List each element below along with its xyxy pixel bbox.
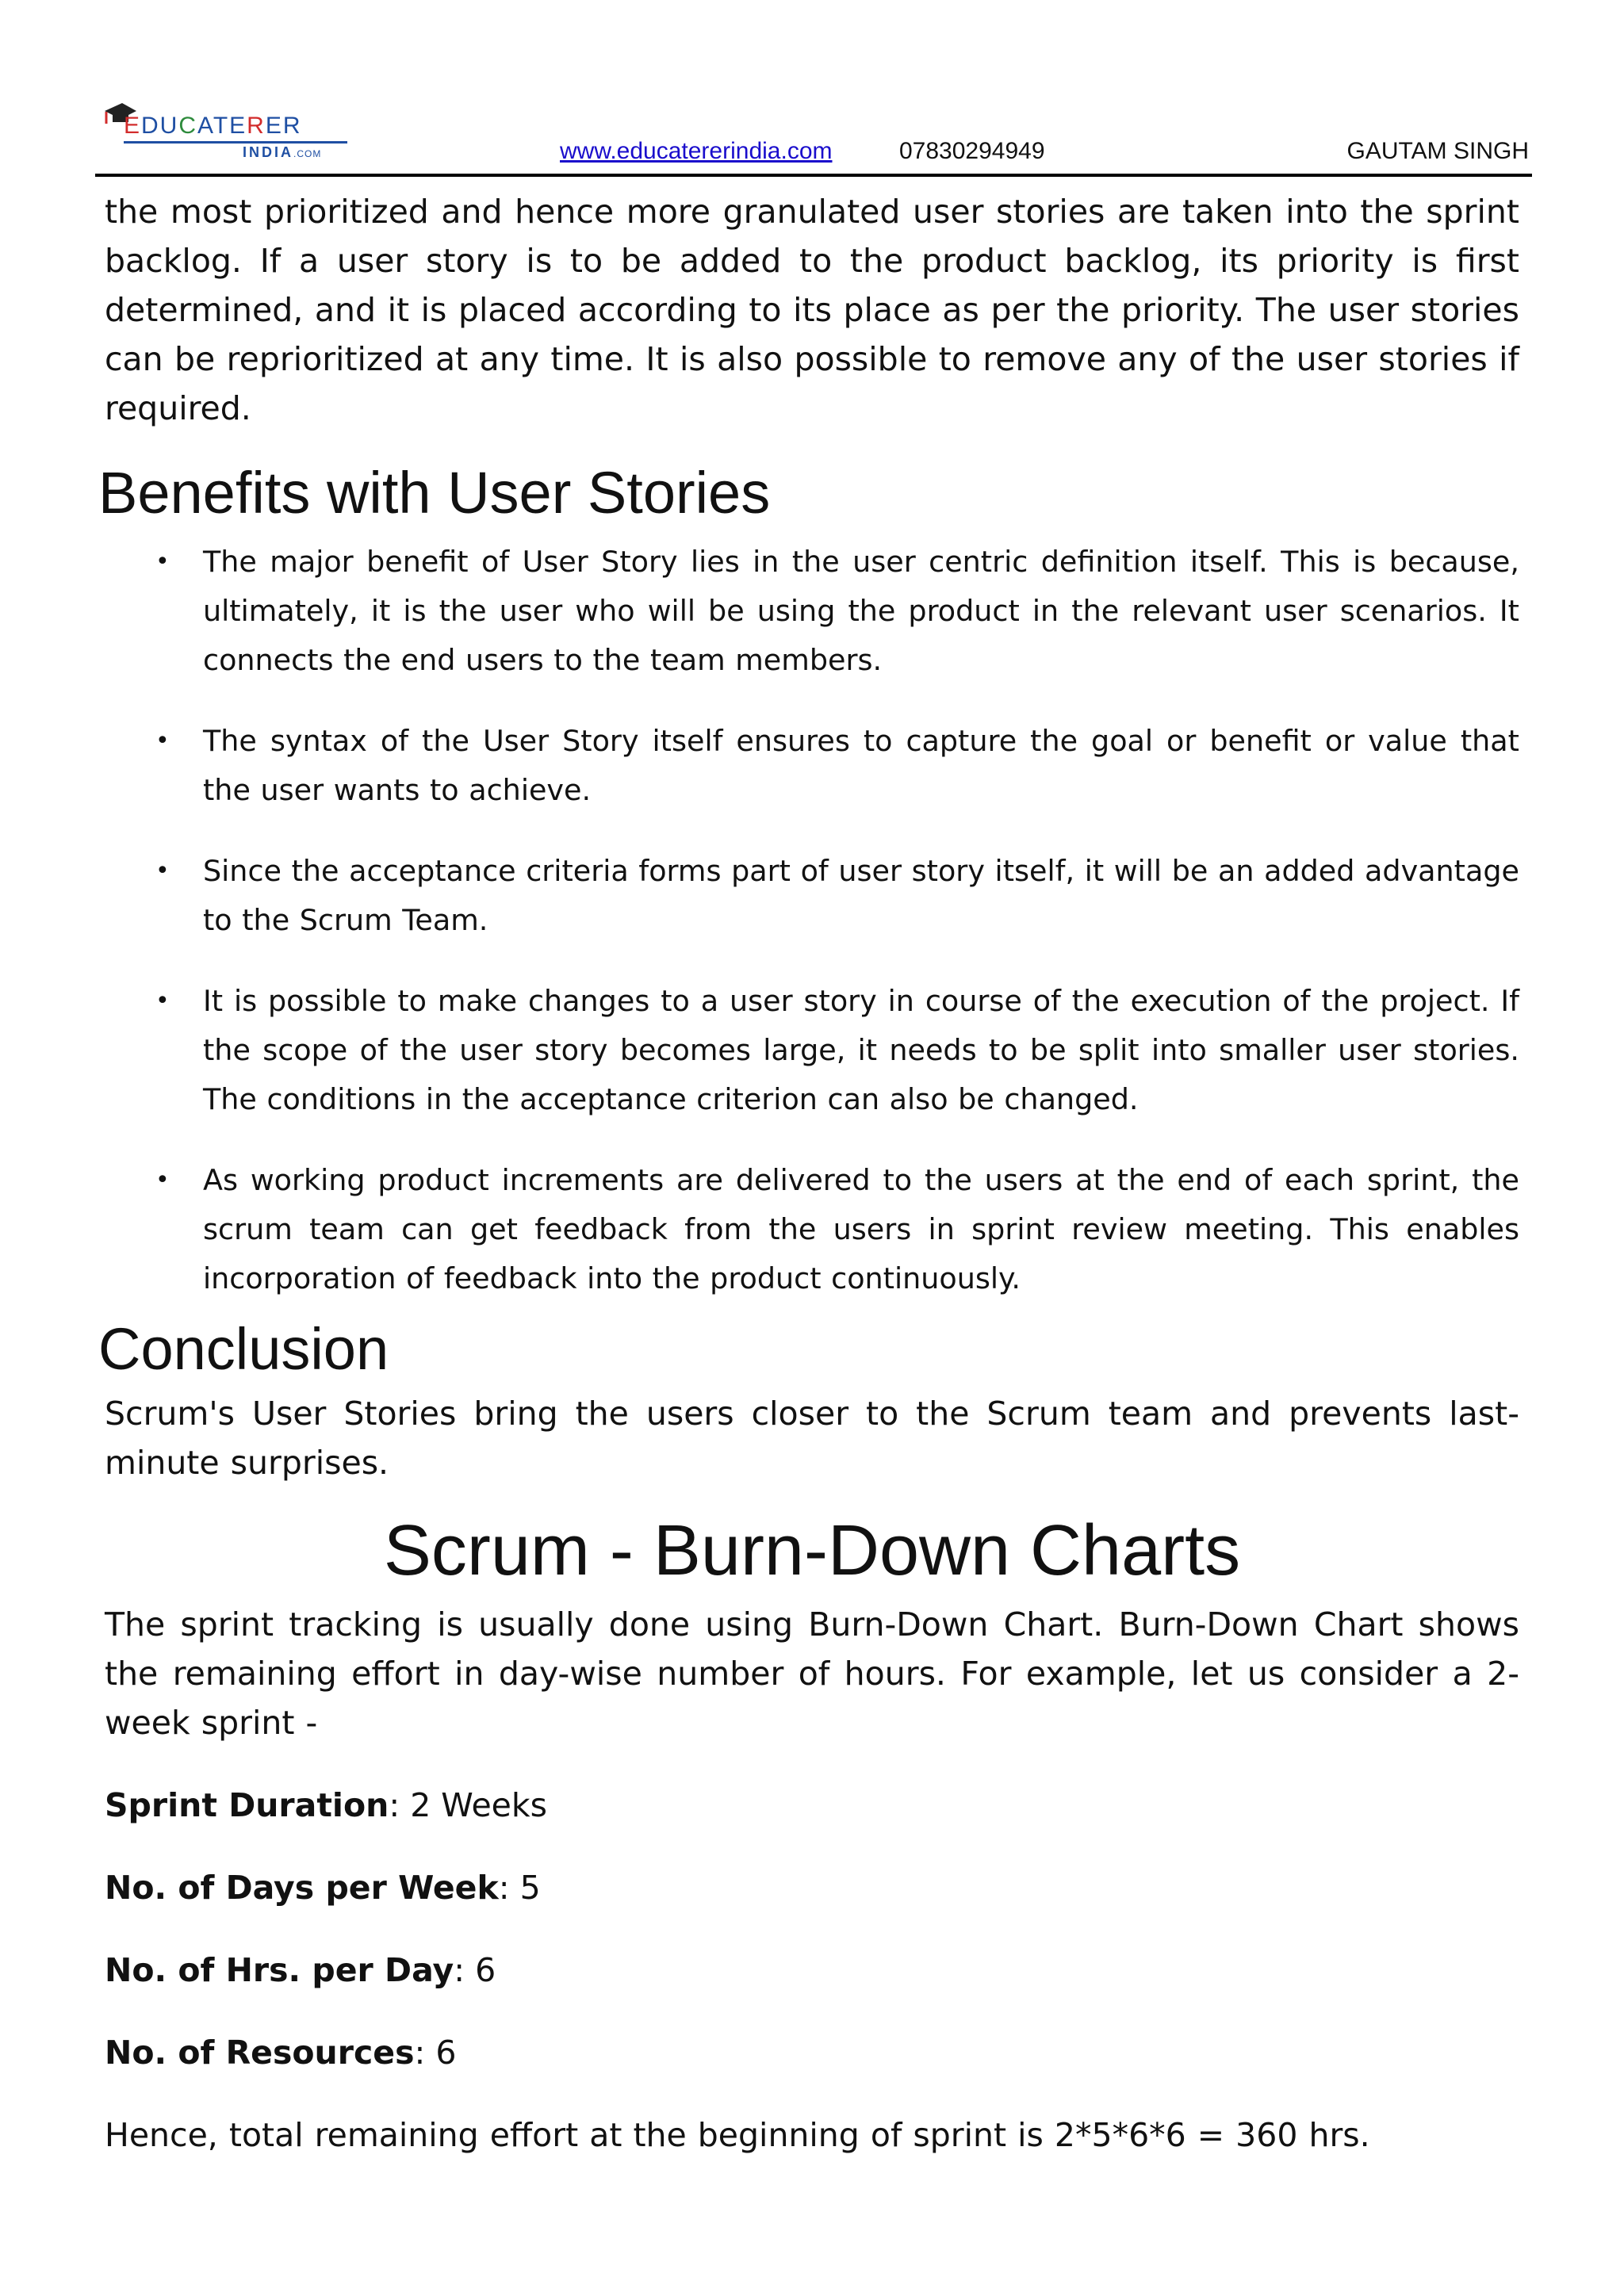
educaterer-logo: [100, 98, 354, 162]
header-divider: [95, 174, 1532, 177]
list-item: • Since the acceptance criteria forms part of user story itself, it will be an added advantage to the Scrum Team.: [105, 847, 1519, 945]
conclusion-text: Scrum's User Stories bring the users closer to the Scrum team and prevents last-minute surprises.: [105, 1395, 1519, 1482]
detail-resources: No. of Resources: 6: [105, 2034, 457, 2072]
document-body: [98, 184, 1519, 2160]
bullet-icon: •: [155, 548, 170, 576]
logo-wordmark: EDUCATERER: [124, 113, 302, 139]
benefits-heading: Benefits with User Stories: [98, 460, 771, 526]
list-item: • As working product increments are delivered to the users at the end of each sprint, the scrum team can get feedback from the users in sprint review meeting. This enables incorporation of feedback into the product continuously.: [105, 1156, 1519, 1303]
phone-number: 07830294949: [899, 138, 1045, 164]
conclusion-heading: Conclusion: [98, 1316, 389, 1382]
burndown-intro: The sprint tracking is usually done using Burn-Down Chart. Burn-Down Chart shows the remaining effort in day-wise number of hours. For example, let us consider a 2-week sprint -: [105, 1605, 1519, 1742]
detail-days-per-week: No. of Days per Week: 5: [105, 1869, 541, 1907]
bullet-icon: •: [155, 727, 170, 755]
logo-subtext: INDIA.COM: [243, 144, 322, 160]
list-item: • The major benefit of User Story lies in the user centric definition itself. This is because, ultimately, it is the user who will be using the product in the relevant user scenarios. It connects the end users to the team members.: [105, 538, 1519, 685]
list-item: • It is possible to make changes to a user story in course of the execution of the project. If the scope of the user story becomes large, it needs to be split into smaller user stories. The conditions in the acceptance criterion can also be changed.: [105, 977, 1519, 1124]
list-item: • The syntax of the User Story itself ensures to capture the goal or benefit or value that the user wants to achieve.: [105, 717, 1519, 815]
website-link[interactable]: www.educatererindia.com: [560, 138, 833, 164]
effort-summary: Hence, total remaining effort at the beginning of sprint is 2*5*6*6 = 360 hrs.: [105, 2116, 1370, 2154]
logo-underline: [124, 141, 347, 144]
intro-paragraph: the most prioritized and hence more granulated user stories are taken into the sprint backlog. If a user story is to be added to the product backlog, its priority is first determined, and it is placed according to its place as per the priority. The user stories can be reprioritized at any time. It is also possible to remove any of the user stories if required.: [105, 193, 1519, 427]
bullet-icon: •: [155, 1166, 170, 1194]
page-header: [0, 0, 1624, 182]
detail-hours-per-day: No. of Hrs. per Day: 6: [105, 1951, 496, 1989]
detail-sprint-duration: Sprint Duration: 2 Weeks: [105, 1786, 547, 1824]
bullet-icon: •: [155, 987, 170, 1015]
burndown-title: Scrum - Burn-Down Charts: [383, 1511, 1241, 1590]
benefits-list: [105, 538, 1519, 1303]
bullet-icon: •: [155, 857, 170, 885]
author-name: GAUTAM SINGH: [1346, 138, 1529, 164]
